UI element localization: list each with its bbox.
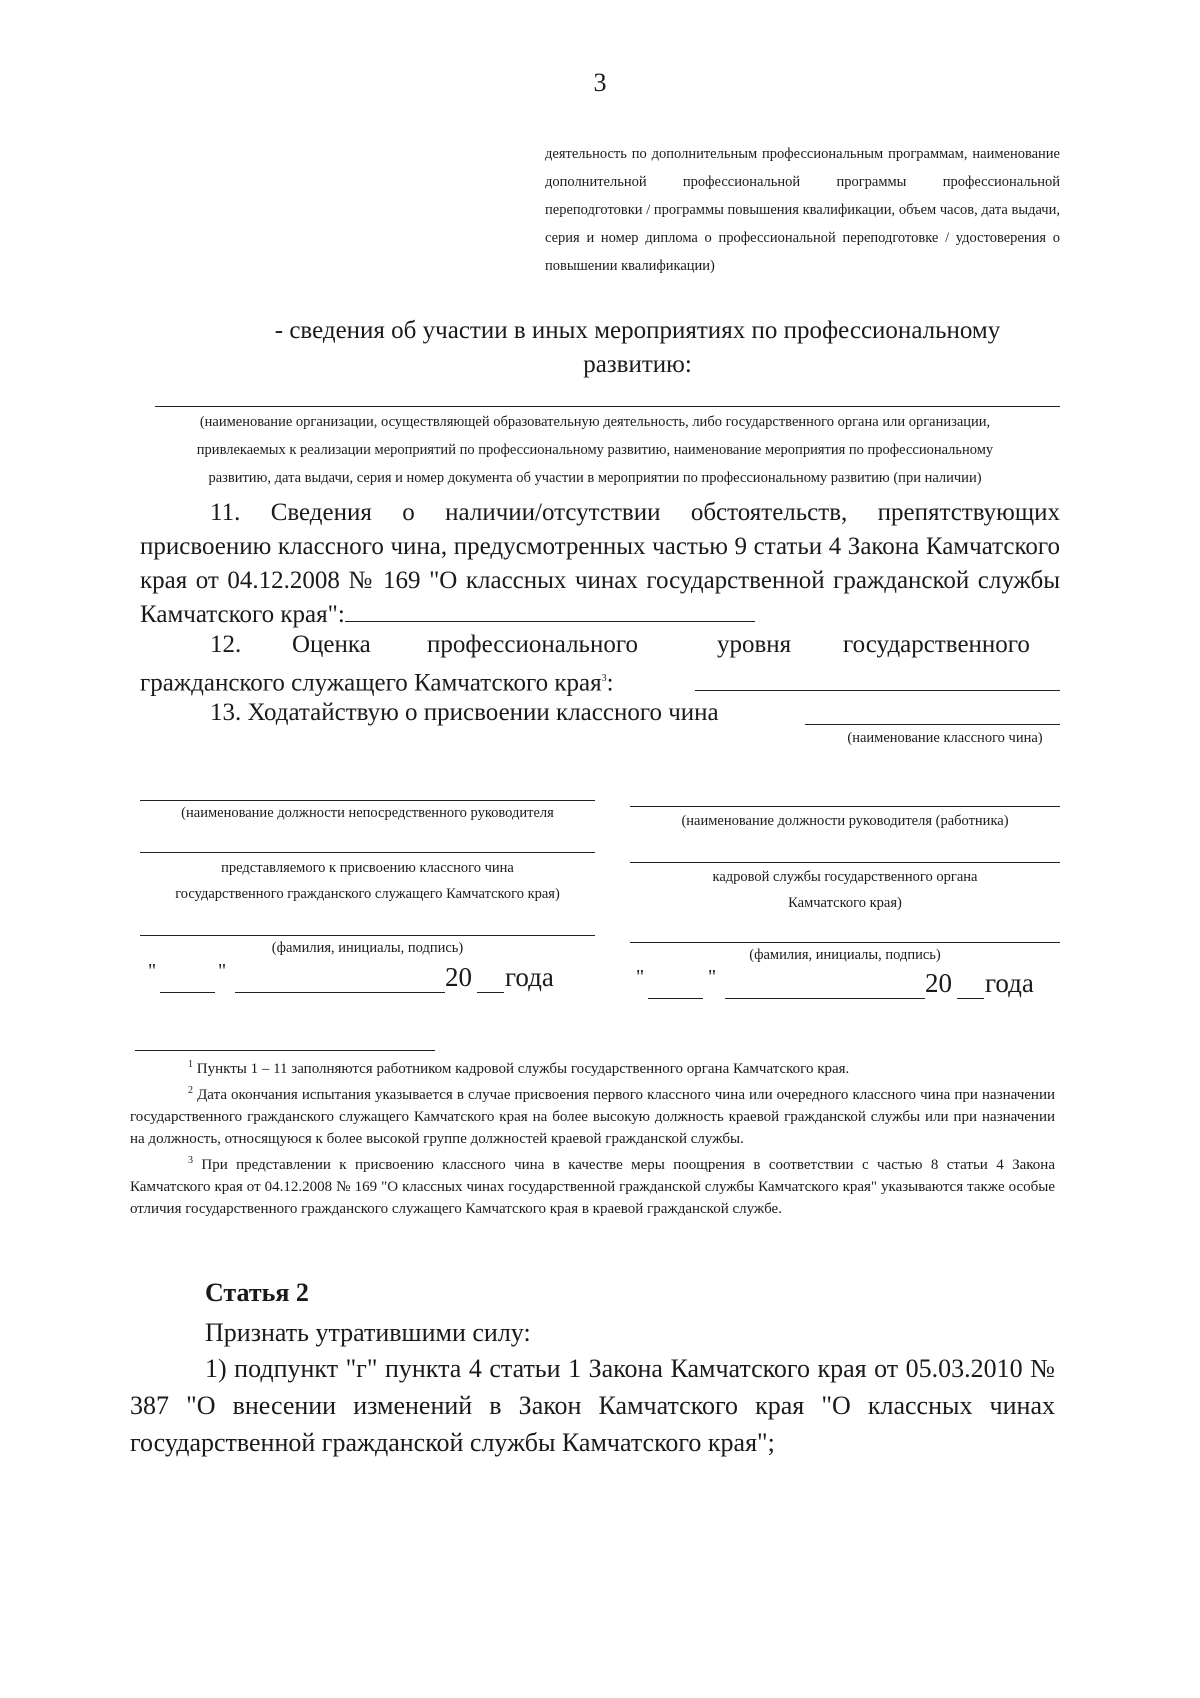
events-field-line [155,406,1060,407]
footnote-ref-3: 3 [601,673,607,684]
events-caption [130,408,1060,492]
footnote-2 [130,1080,1055,1150]
sig-right-line-1 [630,806,1060,807]
item-12-word-5: государственного [843,631,1030,658]
footnote-3-text: При представлении к присвоению классного чина в качестве меры поощрения в соответствии с частью 8 статьи 4 Закона Камчатского края от 04.12.2008 № 169 "О классных чинах государственной гражданской службы Камчатского края" указываются также особые отличия государственного гражданского служащего Камчатского края в краевой гражданской службе. [130,1157,1055,1217]
date-right-year: 20 [925,968,952,998]
item-13-caption: (наименование классного чина) [847,730,1043,746]
date-left-year-line [477,992,504,993]
article-2-item-1: 1) подпункт "г" пункта 4 статьи 1 Закона Камчатского края от 05.03.2010 № 387 "О внесении изменений в Закон Камчатского края "О классных чинах государственной гражданской службы Камчатского края"; [130,1354,1055,1457]
date-right-word: года [985,968,1034,998]
footnotes [130,1054,1055,1220]
sig-right-caption-1: (наименование должности руководителя (работника) [681,813,1009,829]
item-12-colon: : [606,669,614,697]
sig-right-line-2 [630,862,1060,863]
date-right-quote-close: " [708,966,717,988]
article-2-title: Статья 2 [205,1278,309,1307]
item-11-text: 11. Сведения о наличии/отсутствии обстоятельств, препятствующих присвоению классного чина, предусмотренных частью 9 статьи 4 Закона Камчатского края от 04.12.2008 № 169 "О классных чинах государственной гражданской службы Камчатского края": [140,499,1060,628]
item-12-word-1: 12. [210,631,242,658]
sig-right-line-3 [630,942,1060,943]
sig-left-line-3 [140,935,595,936]
footnote-3-number: 3 [188,1155,193,1166]
item-12-word-2: Оценка [292,631,371,658]
sig-left-caption-1: (наименование должности непосредственного руководителя [181,805,554,821]
footnote-1 [130,1054,1055,1080]
date-left-word: года [505,962,554,992]
sig-left-line-1 [140,800,595,801]
item-12-fill-line [695,690,1060,691]
footnote-3 [130,1150,1055,1220]
article-2-subtitle: Признать утратившими силу: [205,1318,531,1347]
item-12-word-4: уровня [717,631,792,658]
footnote-2-text: Дата окончания испытания указывается в случае присвоения первого классного чина или очередного классного чина при назначении государственного гражданского служащего Камчатского края на более высокую должность краевой гражданской службы или при назначении на должность, относящуюся к более высокой группе должностей краевой гражданской службы. [130,1087,1056,1147]
footnote-1-number: 1 [188,1059,193,1070]
date-left-day-line [160,992,215,993]
item-11-fill-line [345,603,755,622]
item-12-text: гражданского служащего Камчатского края [140,669,602,697]
date-right-year-line [957,998,984,999]
item-12-line-2 [140,662,614,700]
date-left-quote-open: " [148,960,157,982]
events-caption-line3: развитию, дата выдачи, серия и номер документа об участии в мероприятии по профессиональному развитию (при наличии) [208,470,982,486]
date-left-quote-close: " [218,960,227,982]
sig-right-caption-2: кадровой службы государственного органа [712,869,978,885]
footnote-separator [135,1050,435,1051]
page-number: 3 [593,68,607,97]
events-heading-line2: развитию: [583,351,692,378]
date-right-day-line [648,998,703,999]
events-heading [215,314,1060,382]
item-13: 13. Ходатайствую о присвоении классного чина [210,699,719,726]
date-right-quote-open: " [636,966,645,988]
sig-left-caption-2: представляемого к присвоению классного чина [221,860,514,876]
sig-right-caption-4: (фамилия, инициалы, подпись) [749,947,941,963]
date-left-month-line [235,992,445,993]
events-caption-line2: привлекаемых к реализации мероприятий по профессиональному развитию, наименование мероприятия по профессиональному [196,442,994,458]
top-caption: деятельность по дополнительным профессиональным программам, наименование дополнительной профессиональной программы профессиональной переподготовки / программы повышения квалификации, объем часов, дата выдачи, серия и номер диплома о профессиональной переподготовке / удостоверения о повышении квалификации) [545,146,1060,274]
sig-left-line-2 [140,852,595,853]
sig-left-caption-4: (фамилия, инициалы, подпись) [271,940,464,956]
events-heading-line1: - сведения об участии в иных мероприятиях по профессиональному [274,317,1001,344]
sig-left-caption-3: государственного гражданского служащего Камчатского края) [175,886,560,902]
date-left-year: 20 [445,962,472,992]
events-caption-line1: (наименование организации, осуществляющей образовательную деятельность, либо государственного органа или организации, [199,414,991,430]
date-right-month-line [725,998,925,999]
item-12-word-3: профессионального [427,631,638,658]
sig-right-caption-3: Камчатского края) [788,895,902,911]
item-11 [140,496,1060,632]
footnote-2-number: 2 [188,1085,193,1096]
footnote-1-text: Пункты 1 – 11 заполняются работником кадровой службы государственного органа Камчатского края. [196,1061,850,1077]
